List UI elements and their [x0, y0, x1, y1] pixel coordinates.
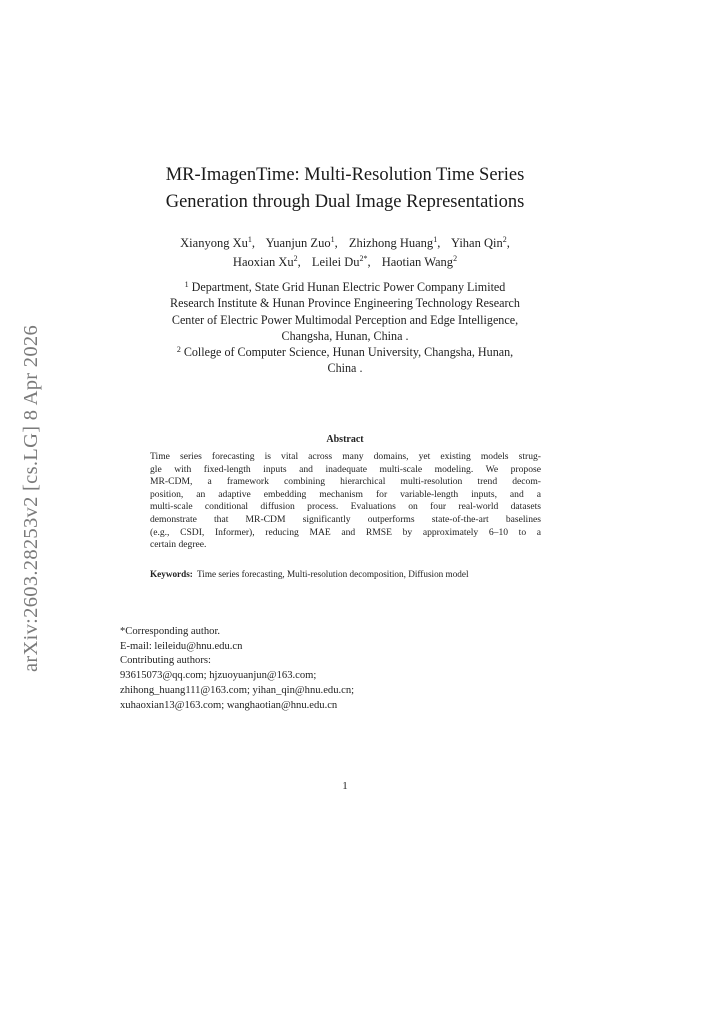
affiliation-1-line: Center of Electric Power Multimodal Perception and Edge Intelligence,: [171, 312, 519, 327]
abstract-line: MR-CDM, a framework combining hierarchical multi-resolution trend decom-: [150, 476, 541, 488]
footnote-line: E-mail: leileidu@hnu.edu.cn: [120, 640, 243, 652]
keywords-label: Keywords:: [150, 569, 193, 579]
author: Zhizhong Huang$^1$,: [348, 235, 441, 250]
affiliation-2-mark: 2: [176, 345, 181, 355]
arxiv-identifier-stamp: [14, 303, 50, 693]
abstract-line: (e.g., CSDI, Informer), reducing MAE and RMSE by approximately 6–10 to a: [150, 526, 541, 538]
author: [382, 255, 457, 269]
author: Haoxian Xu$^2$,: [232, 254, 301, 269]
abstract-line: multi-scale conditional diffusion process. Evaluations on four real-world datasets: [150, 501, 541, 513]
author-list: [100, 234, 590, 272]
keywords-text: Time series forecasting, Multi-resolution decomposition, Diffusion model: [197, 569, 469, 579]
author-name: Leilei Du: [311, 255, 360, 269]
author-affiliation-mark: 1: [247, 235, 252, 244]
keywords: [150, 569, 550, 579]
author: Xianyong Xu$^1$,: [180, 235, 255, 250]
author-line-2: [100, 253, 590, 272]
author-name: Haotian Wang: [381, 255, 454, 269]
affiliation-2-line: $^2$ College of Computer Science, Hunan University, Changsha, Hunan,: [176, 345, 514, 360]
author-affiliation-mark: 2: [453, 254, 458, 263]
author-affiliation-mark: 1: [433, 235, 438, 244]
author-name: Zhizhong Huang: [348, 236, 434, 250]
author-name: Yuanjun Zuo: [265, 236, 331, 250]
author-affiliation-mark: 1: [330, 235, 335, 244]
abstract-line: demonstrate that MR-CDM significantly outperforms state-of-the-art baselines: [150, 513, 541, 525]
affiliation-2-line: China .: [327, 361, 363, 376]
abstract-line: gle with fixed-length inputs and inadequate multi-scale modeling. We propose: [150, 463, 541, 475]
author: Yihan Qin$^2$,: [450, 235, 510, 250]
author-name: Xianyong Xu: [180, 236, 248, 250]
author: Yuanjun Zuo$^1$,: [265, 235, 338, 250]
author-affiliation-mark: 2: [502, 235, 507, 244]
author-line-1: [100, 234, 590, 253]
affiliation-1-line: $^1$ Department, State Grid Hunan Electric Power Company Limited: [184, 280, 506, 294]
paper-title: [100, 162, 590, 216]
abstract-line: Time series forecasting is vital across many domains, yet existing models strug-: [150, 451, 541, 462]
footnote-line: xuhaoxian13@163.com; wanghaotian@hnu.edu.cn: [120, 699, 338, 711]
affiliation-1-line: Research Institute & Hunan Province Engineering Technology Research: [170, 296, 520, 311]
footnote-line: *Corresponding author.: [120, 626, 221, 637]
footnote-line: 93615073@qq.com; hjzuoyuanjun@163.com;: [120, 670, 317, 682]
affiliations: [100, 279, 590, 377]
title-line-2: Generation through Dual Image Representations: [165, 192, 525, 212]
author-affiliation-mark: 2*: [359, 254, 368, 263]
footnote-line: Contributing authors:: [120, 655, 211, 667]
author: Leilei $Du^{2*}$,: [311, 254, 371, 269]
title-line-1: MR-ImagenTime: Multi-Resolution Time Series: [165, 165, 525, 185]
author-name: Haoxian Xu: [232, 255, 294, 269]
footnote-line: zhihong_huang111@163.com; yihan_qin@hnu.edu.cn;: [120, 684, 355, 696]
abstract-body: [150, 451, 541, 552]
affiliation-1-line: Changsha, Hunan, China .: [281, 328, 409, 343]
abstract-line: certain degree.: [150, 539, 207, 551]
arxiv-identifier-text: arXiv:2603.28253v2 [cs.LG] 8 Apr 2026: [20, 324, 43, 672]
author-name: Yihan Qin: [450, 236, 503, 250]
author-affiliation-mark: 2: [293, 254, 298, 263]
abstract-heading: Abstract: [326, 434, 364, 445]
abstract-line: position, an adaptive embedding mechanism for variable-length inputs, and a: [150, 488, 541, 500]
author-footnote: [120, 625, 354, 713]
affiliation-1-mark: 1: [184, 280, 189, 289]
page-number: 1: [342, 780, 348, 792]
